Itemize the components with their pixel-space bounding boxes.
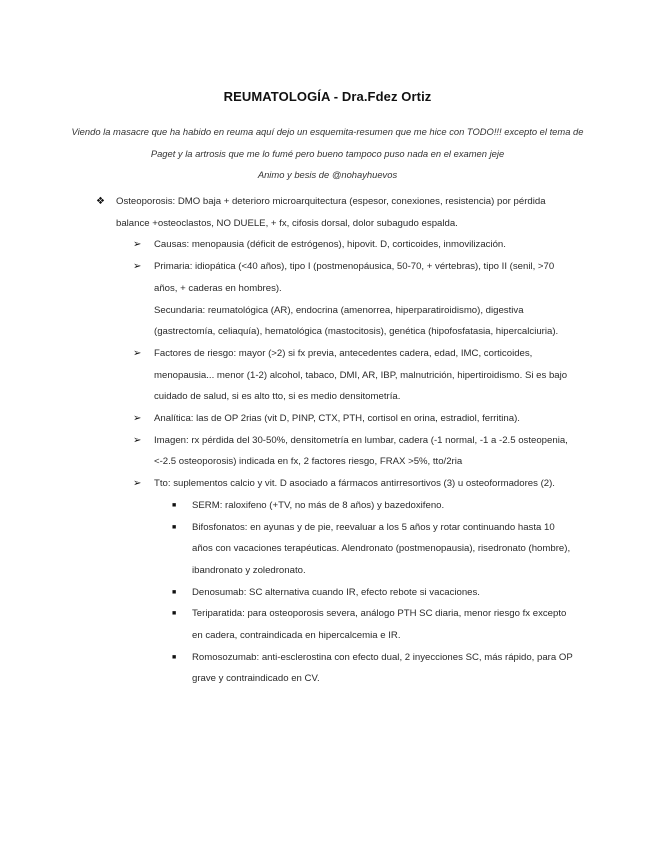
factores-text: Factores de riesgo: mayor (>2) si fx previa, antecedentes cadera, edad, IMC, corticoides, menopausia... menor (1-2) alcohol, tabaco, DMI, AR, IBP, malnutrición, hipertiroidismo. Si es bajo cuidado de salud, si es alto tto, si es medio densitometría. <box>154 347 568 403</box>
serm-text: SERM: raloxifeno (+TV, no más de 8 años) y bazedoxifeno. <box>192 499 445 511</box>
list-item-analitica <box>0 408 577 430</box>
causas-text: Causas: menopausia (déficit de estrógenos), hipovit. D, corticoides, inmovilización. <box>154 239 506 251</box>
square-bullet-icon: ■ <box>172 653 177 661</box>
square-bullet-icon: ■ <box>172 610 177 618</box>
secundaria-text: Secundaria: reumatológica (AR), endocrina (amenorrea, hiperparatiroidismo), digestiva (gastrectomía, celiaquía), hematológica (mastocitosis), genética (hipofosfatasia, hipercalciuria). <box>154 304 559 338</box>
osteoporosis-text: Osteoporosis: DMO baja + deterioro microarquitectura (espesor, conexiones, resistencia) por pérdida balance +osteoclastos, NO DUELE, + fx, cifosis dorsal, dolor subagudo espalda. <box>116 196 546 229</box>
list-item-tto <box>0 473 577 495</box>
denosumab-text: Denosumab: SC alternativa cuando IR, efecto rebote si vacaciones. <box>192 586 480 598</box>
intro-signoff: Animo y besis de @nohayhuevos <box>257 169 398 180</box>
intro-note <box>70 121 585 186</box>
list-item-bifosfonatos <box>0 517 577 582</box>
romosozumab-text: Romosozumab: anti-esclerostina con efecto dual, 2 inyecciones SC, más rápido, para OP grave y contraindicado en CV. <box>192 651 573 685</box>
list-item-romosozumab <box>0 647 577 690</box>
notes-content <box>0 191 655 690</box>
arrow-bullet-icon: ➢ <box>133 478 142 490</box>
list-item-imagen <box>0 430 577 473</box>
list-item-primaria <box>0 256 577 343</box>
primaria-text: Primaria: idiopática (<40 años), tipo I (postmenopáusica, 50-70, + vértebras), tipo II (senil, >70 años, + caderas en hombres). <box>154 261 555 294</box>
diamond-bullet-icon: ❖ <box>96 196 105 207</box>
arrow-bullet-icon: ➢ <box>133 413 142 425</box>
list-item-factores <box>0 343 577 408</box>
square-bullet-icon: ■ <box>172 501 177 509</box>
square-bullet-icon: ■ <box>172 588 177 596</box>
arrow-bullet-icon: ➢ <box>133 239 142 251</box>
list-item-serm <box>0 495 577 517</box>
arrow-bullet-icon: ➢ <box>133 261 142 273</box>
teriparatida-text: Teriparatida: para osteoporosis severa, análogo PTH SC diaria, menor riesgo fx excepto en cadera, contraindicada en hipercalcemia e IR. <box>192 608 567 642</box>
tto-text: Tto: suplementos calcio y vit. D asociado a fármacos antirresortivos (3) u osteoformadores (2). <box>154 478 555 490</box>
intro-text: Viendo la masacre que ha habido en reuma aquí dejo un esquemita-resumen que me hice con TODO!!! excepto el tema de Paget y la artrosis que me lo fumé pero bueno tampoco puso nada en el examen jeje <box>71 126 584 159</box>
analitica-text: Analítica: las de OP 2rias (vit D, PINP, CTX, PTH, cortisol en orina, estradiol, ferritina). <box>154 413 520 425</box>
document-title: REUMATOLOGÍA - Dra.Fdez Ortiz <box>223 89 432 104</box>
list-item-causas <box>0 234 577 256</box>
square-bullet-icon: ■ <box>172 523 177 531</box>
arrow-bullet-icon: ➢ <box>133 434 142 446</box>
imagen-text: Imagen: rx pérdida del 30-50%, densitometría en lumbar, cadera (-1 normal, -1 a -2.5 osteopenia, <-2.5 osteoporosis) indicada en fx, 2 factores riesgo, FRAX >5%, tto/2ria <box>154 434 568 468</box>
list-item-denosumab <box>0 582 577 604</box>
list-item-teriparatida <box>0 603 577 646</box>
list-item-osteoporosis <box>0 191 576 234</box>
arrow-bullet-icon: ➢ <box>133 347 142 359</box>
bifosfonatos-text: Bifosfonatos: en ayunas y de pie, reevaluar a los 5 años y rotar continuando hasta 10 años con vacaciones terapéuticas. Alendronato (postmenopausia), risedronato (hombre), ibandronato y zoledronato. <box>192 521 571 576</box>
